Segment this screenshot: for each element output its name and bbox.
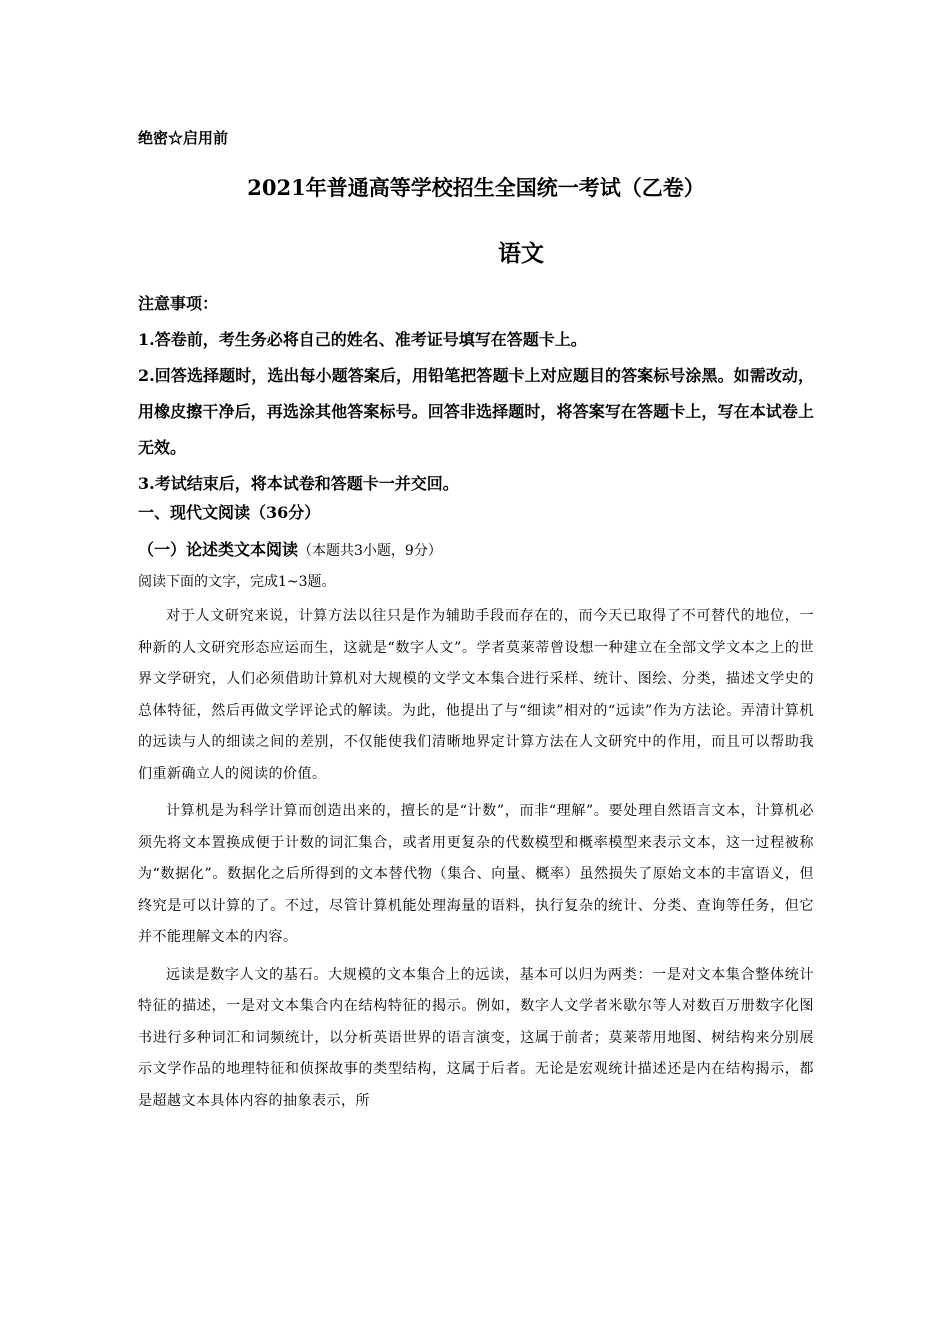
reading-passage <box>138 601 814 1123</box>
reading-instruction: 阅读下面的文字，完成1~3题。 <box>138 574 336 590</box>
subsection-heading <box>138 537 442 560</box>
passage-paragraph: 计算机是为科学计算而创造出来的，擅长的是“计数”，而非“理解”。要处理自然语言文本，计算机必须先将文本置换成便于计数的词汇集合，或者用更复杂的代数模型和概率模型来表示文本，这一过程被称为“数据化”。数据化之后所得到的文本替代物（集合、向量、概率）虽然损失了原始文本的丰富语义，但终究是可以计算的了。不过，尽管计算机能处理海量的语料，执行复杂的统计、分类、查询等任务，但它并不能理解文本的内容。 <box>138 803 814 945</box>
notice-item: 3.考试结束后，将本试卷和答题卡一并交回。 <box>138 474 459 493</box>
notice-item: 2.回答选择题时，选出每小题答案后，用铅笔把答题卡上对应题目的答案标号涂黑。如需改动，用橡皮擦干净后，再选涂其他答案标号。回答非选择题时，将答案写在答题卡上，写在本试卷上无效。 <box>138 366 814 457</box>
confidential-mark: 绝密☆启用前 <box>138 129 229 147</box>
subsection-title: （一）论述类文本阅读 <box>138 540 299 559</box>
notice-item: 1.答卷前，考生务必将自己的姓名、准考证号填写在答题卡上。 <box>138 330 587 349</box>
exam-title: 2021年普通高等学校招生全国统一考试（乙卷） <box>247 175 705 200</box>
notice-block <box>138 286 814 502</box>
subject-title: 语文 <box>498 240 544 267</box>
passage-paragraph: 对于人文研究来说，计算方法以往只是作为辅助手段而存在的，而今天已取得了不可替代的地位，一种新的人文研究形态应运而生，这就是“数字人文”。学者莫莱蒂曾设想一种建立在全部文学文本之上的世界文学研究，人们必须借助计算机对大规模的文学文本集合进行采样、统计、图绘、分类，描述文学史的总体特征，然后再做文学评论式的解读。为此，他提出了与“细读”相对的“远读”作为方法论。弄清计算机的远读与人的细读之间的差别，不仅能使我们清晰地界定计算方法在人文研究中的作用，而且可以帮助我们重新确立人的阅读的价值。 <box>138 608 814 782</box>
section-heading: 一、现代文阅读（36分） <box>138 503 321 522</box>
subsection-note: （本题共3小题，9分） <box>298 543 442 559</box>
notice-heading: 注意事项： <box>138 294 219 313</box>
passage-paragraph: 远读是数字人文的基石。大规模的文本集合上的远读，基本可以归为两类：一是对文本集合整体统计特征的描述，一是对文本集合内在结构特征的揭示。例如，数字人文学者米歇尔等人对数百万册数字化图书进行多种词汇和词频统计，以分析英语世界的语言演变，这属于前者；莫莱蒂用地图、树结构来分别展示文学作品的地理特征和侦探故事的类型结构，这属于后者。无论是宏观统计描述还是内在结构揭示，都是超越文本具体内容的抽象表示，所 <box>138 966 814 1109</box>
